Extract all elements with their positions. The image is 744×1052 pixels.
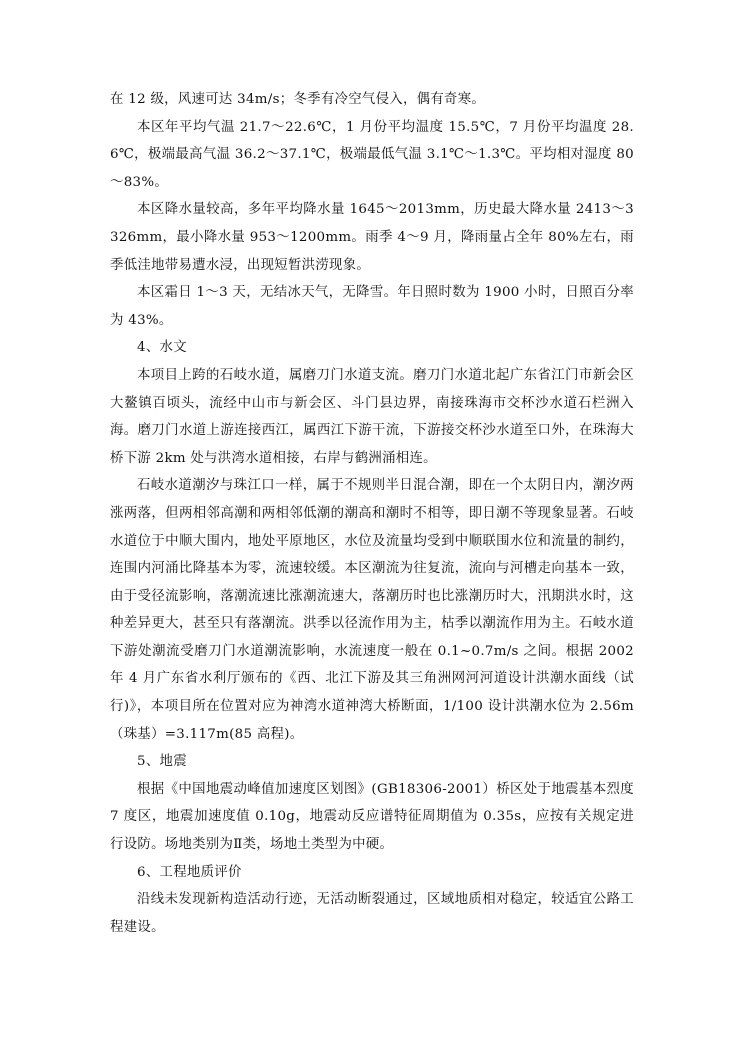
section-heading-geology: 6、工程地质评价 [137, 864, 242, 880]
paragraph-temperature: 本区年平均气温 21.7～22.6℃，1 月份平均温度 15.5℃，7 月份平均温度 28.6℃，极端最高气温 36.2～37.1℃，极端最低气温 3.1℃～1.3℃。平均相对湿度 80～83%。 [110, 119, 634, 190]
paragraph-tide: 石岐水道潮汐与珠江口一样，属于不规则半日混合潮，即在一个太阴日内，潮汐两涨两落，但两相邻高潮和两相邻低潮的潮高和潮时不相等，即日潮不等现象显著。石岐水道位于中顺大围内，地处平原地区，水位及流量均受到中顺联围水位和流量的制约，连围内河涌比降基本为零，流速较缓。本区潮流为往复流，流向与河槽走向基本一致，由于受径流影响，落潮流速比涨潮流速大，落潮历时也比涨潮历时大，汛期洪水时，这种差异更大，甚至只有落潮流。洪季以径流作用为主，枯季以潮流作用为主。石岐水道下游处潮流受磨刀门水道潮流影响，水流速度一般在 0.1~0.7m/s 之间。根据 2002 年 4 月广东省水利厅颁布的《西、北江下游及其三角洲网河河道设计洪潮水面线（试行)》，本项目所在位置对应为神湾水道神湾大桥断面，1/100 设计洪潮水位为 2.56m（珠基）=3.117m(85 高程)。 [110, 478, 634, 742]
paragraph-frost-sunshine: 本区霜日 1～3 天，无结冰天气，无降雪。年日照时数为 1900 小时，日照百分率为 43%。 [110, 285, 634, 328]
paragraph-waterway: 本项目上跨的石岐水道，属磨刀门水道支流。磨刀门水道北起广东省江门市新会区大鳌镇百顷头，流经中山市与新会区、斗门县边界，南接珠海市交杯沙水道石栏洲入海。磨刀门水道上游连接西江，属西江下游干流，下游接交杯沙水道至口外，在珠海大桥下游 2km 处与洪湾水道相接，右岸与鹤洲涌相连。 [110, 367, 634, 466]
paragraph-precipitation: 本区降水量较高，多年平均降水量 1645～2013mm，历史最大降水量 2413～3326mm，最小降水量 953～1200mm。雨季 4～9 月，降雨量占全年 80%左右，雨季低洼地带易遭水浸，出现短暂洪涝现象。 [110, 202, 634, 273]
paragraph-wind-cold: 在 12 级，风速可达 34m/s；冬季有冷空气侵入，偶有奇寒。 [110, 92, 486, 107]
paragraph-seismic: 根据《中国地震动峰值加速度区划图》(GB18306-2001）桥区处于地震基本烈度 7 度区，地震加速度值 0.10g，地震动反应谱特征周期值为 0.35s，应按有关规定进行设防。场地类别为Ⅱ类，场地土类型为中硬。 [110, 781, 634, 853]
section-heading-earthquake: 5、地震 [137, 754, 187, 770]
section-heading-hydrology: 4、水文 [137, 340, 187, 356]
paragraph-geology: 沿线未发现新构造活动行迹，无活动断裂通过，区域地质相对稳定，较适宜公路工程建设。 [110, 892, 634, 935]
document-body [110, 86, 634, 941]
